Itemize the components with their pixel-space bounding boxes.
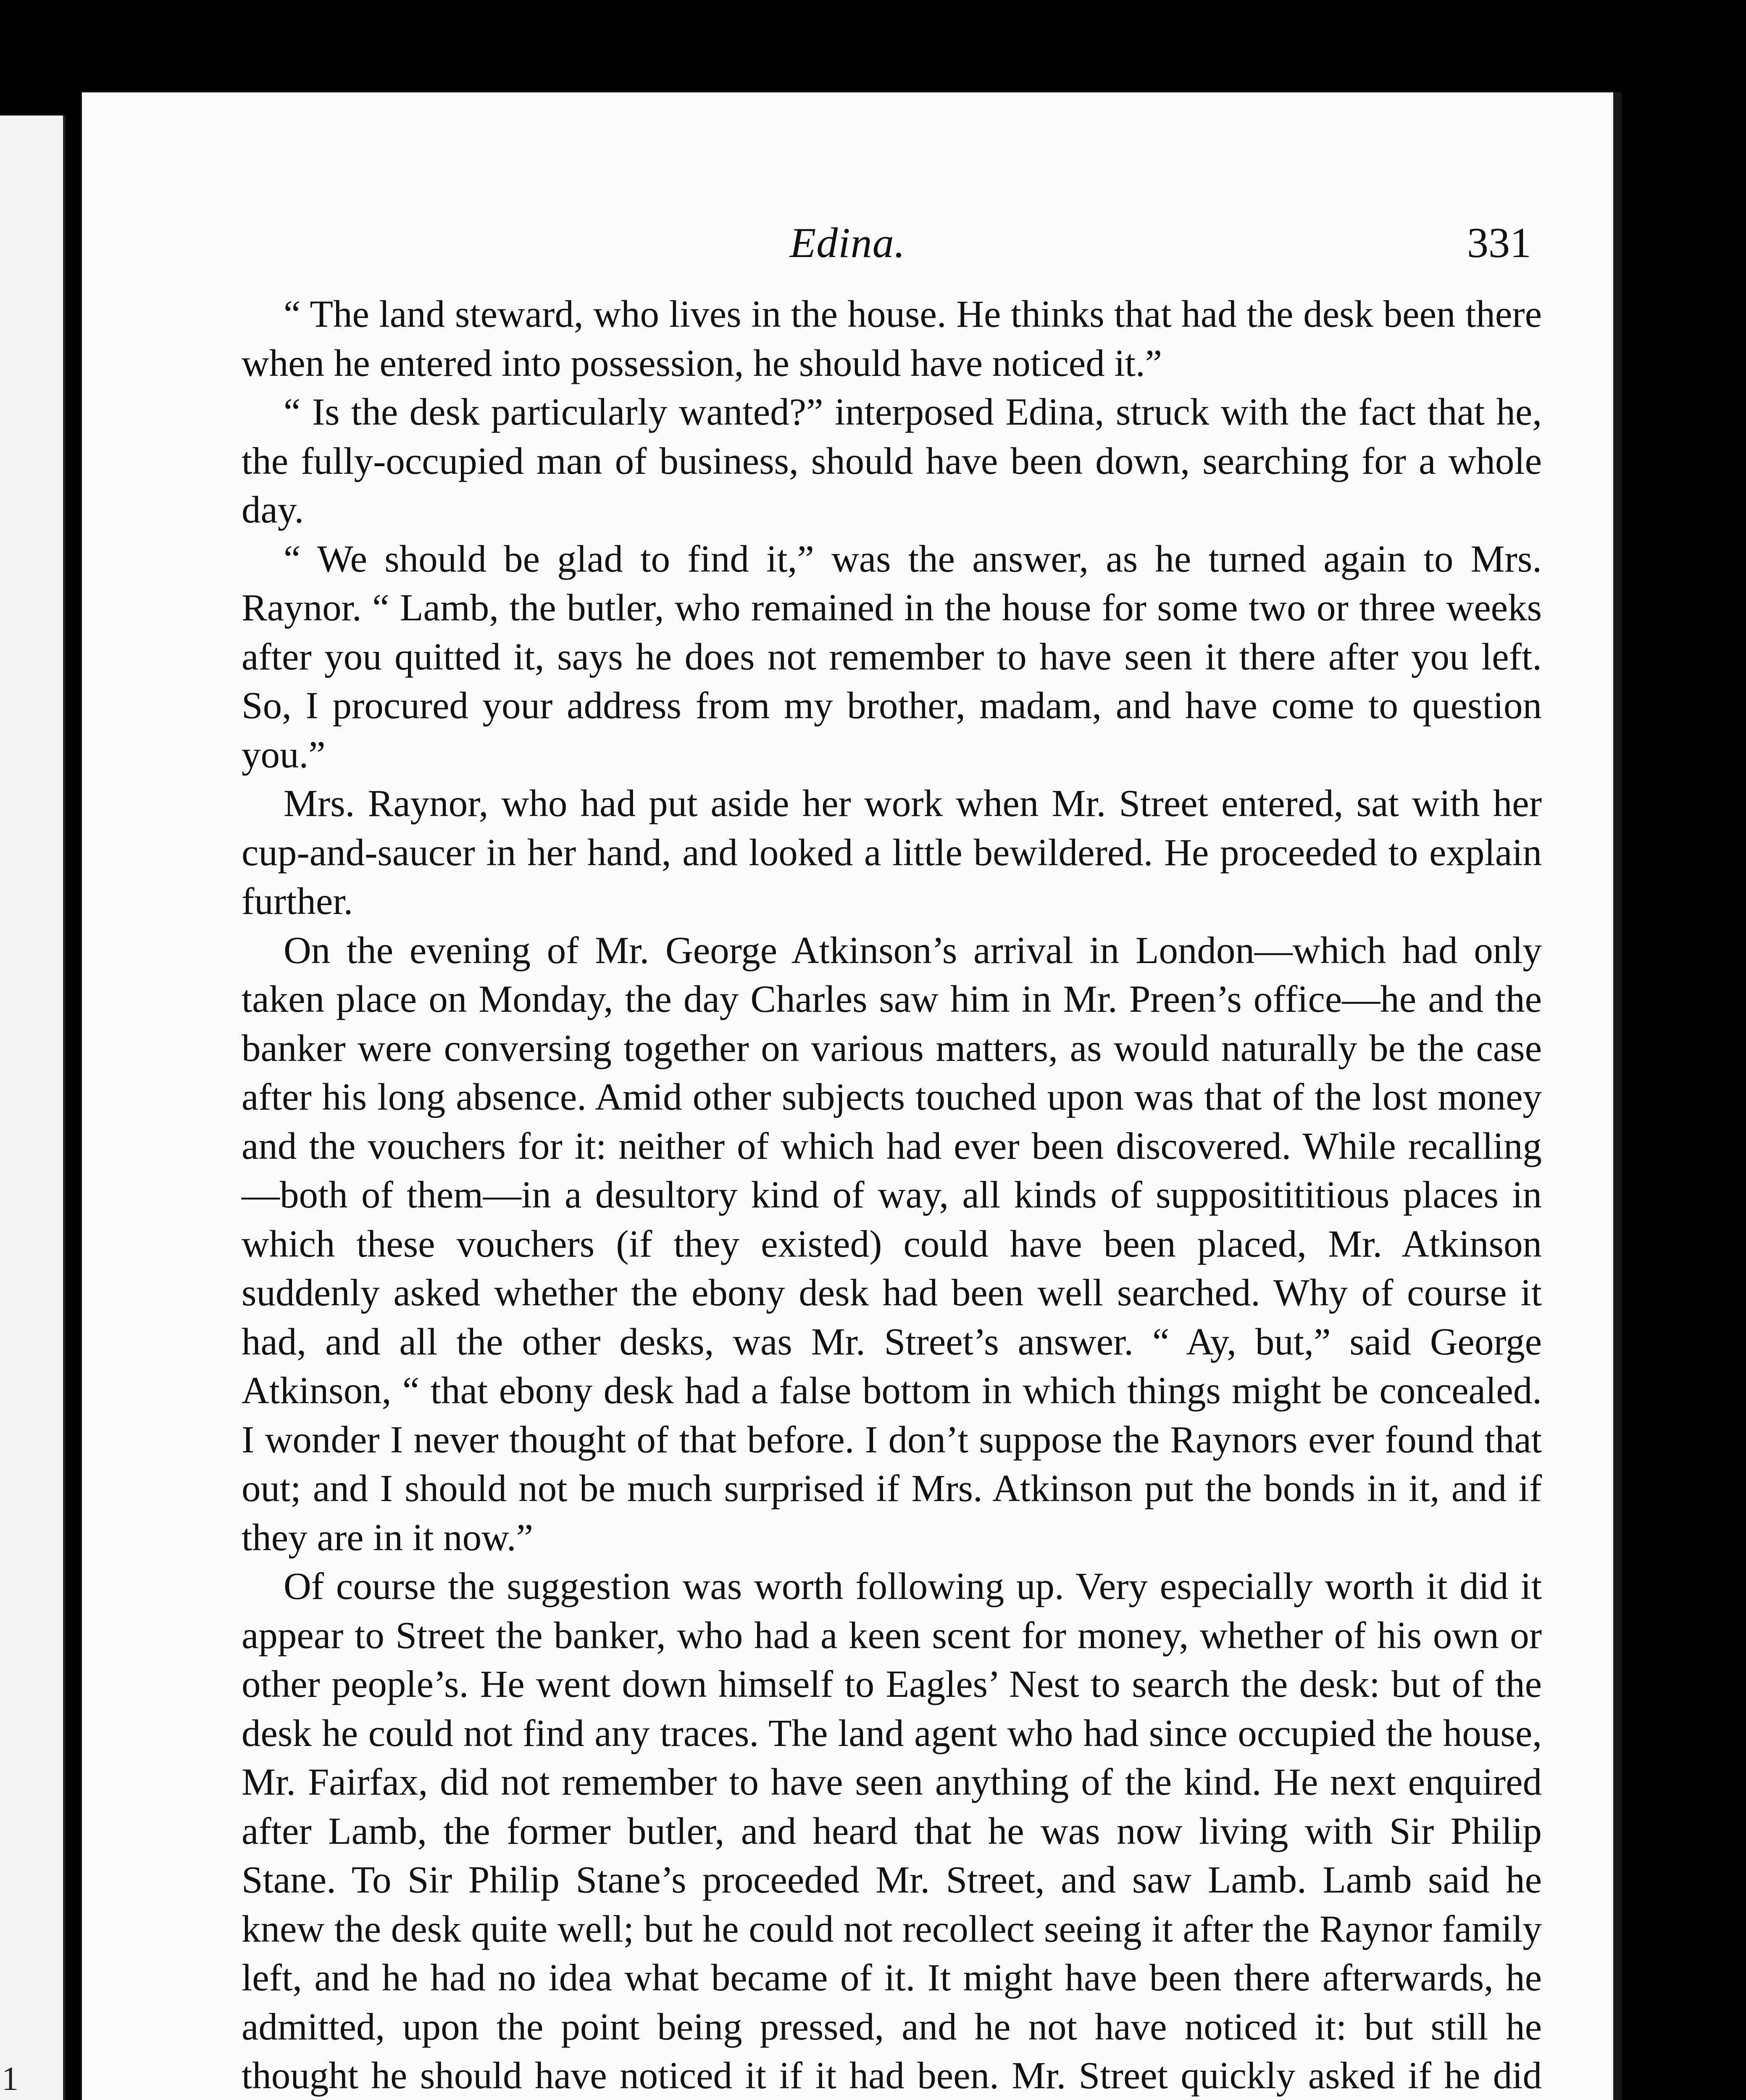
facing-page-edge	[0, 116, 66, 2100]
paragraph: “ We should be glad to find it,” was the answer, as he turned again to Mrs. Raynor. “ Lamb, the butler, who remained in the house for some two or three weeks after you quitted it, says he does not remember to have seen it there after you left. So, I procured your address from my brother, madam, and have come to question you.”	[242, 537, 1542, 776]
running-head	[82, 218, 1613, 286]
paragraph: “ Is the desk particularly wanted?” interposed Edina, struck with the fact that he, the fully-occupied man of business, should have been down, searching for a whole day.	[242, 391, 1542, 531]
body-text	[242, 290, 1542, 2100]
book-page	[82, 92, 1613, 2100]
paragraph: “ The land steward, who lives in the house. He thinks that had the desk been there when he entered into possession, he should have noticed it.”	[242, 293, 1542, 384]
running-title: Edina.	[789, 219, 906, 267]
facing-page-fragments	[0, 116, 63, 2100]
page-shadow-edge	[1613, 92, 1622, 2100]
page-number: 331	[1467, 219, 1531, 267]
paragraph: Mrs. Raynor, who had put aside her work when Mr. Street entered, sat with her cup-and-saucer in her hand, and looked a little bewildered. He proceeded to explain further.	[242, 782, 1542, 922]
paragraph: On the evening of Mr. George Atkinson’s arrival in London—which had only taken place on Monday, the day Charles saw him in Mr. Preen’s office—he and the banker were conversing together on various matters, as would naturally be the case after his long absence. Amid other subjects touched upon was that of the lost money and the vouchers for it: neither of which had ever been discovered. While recalling—both of them—in a desultory kind of way, all kinds of suppositititious places in which these vouchers (if they existed) could have been placed, Mr. Atkinson suddenly asked whether the ebony desk had been well searched. Why of course it had, and all the other desks, was Mr. Street’s answer. “ Ay, but,” said George Atkinson, “ that ebony desk had a false bottom in which things might be concealed. I wonder I never thought of that before. I don’t suppose the Raynors ever found that out; and I should not be much surprised if Mrs. Atkinson put the bonds in it, and if they are in it now.”	[242, 929, 1542, 1559]
facing-fragment: 1	[2, 2061, 18, 2097]
paragraph: Of course the suggestion was worth following up. Very especially worth it did it appear to Street the banker, who had a keen scent for money, whether of his own or other people’s. He went down himself to Eagles’ Nest to search the desk: but of the desk he could not find any traces. The land agent who had since occupied the house, Mr. Fairfax, did not remember to have seen anything of the kind. He next enquired after Lamb, the former butler, and heard that he was now living with Sir Philip Stane. To Sir Philip Stane’s proceeded Mr. Street, and saw Lamb. Lamb said he knew the desk quite well; but he could not recollect seeing it after the Raynor family left, and he had no idea what became of it. It might have been there afterwards, he admitted, upon the point being pressed, and he not have noticed it: but still he thought he should have noticed it if it had been. Mr. Street quickly asked if he did	[242, 1565, 1542, 2097]
